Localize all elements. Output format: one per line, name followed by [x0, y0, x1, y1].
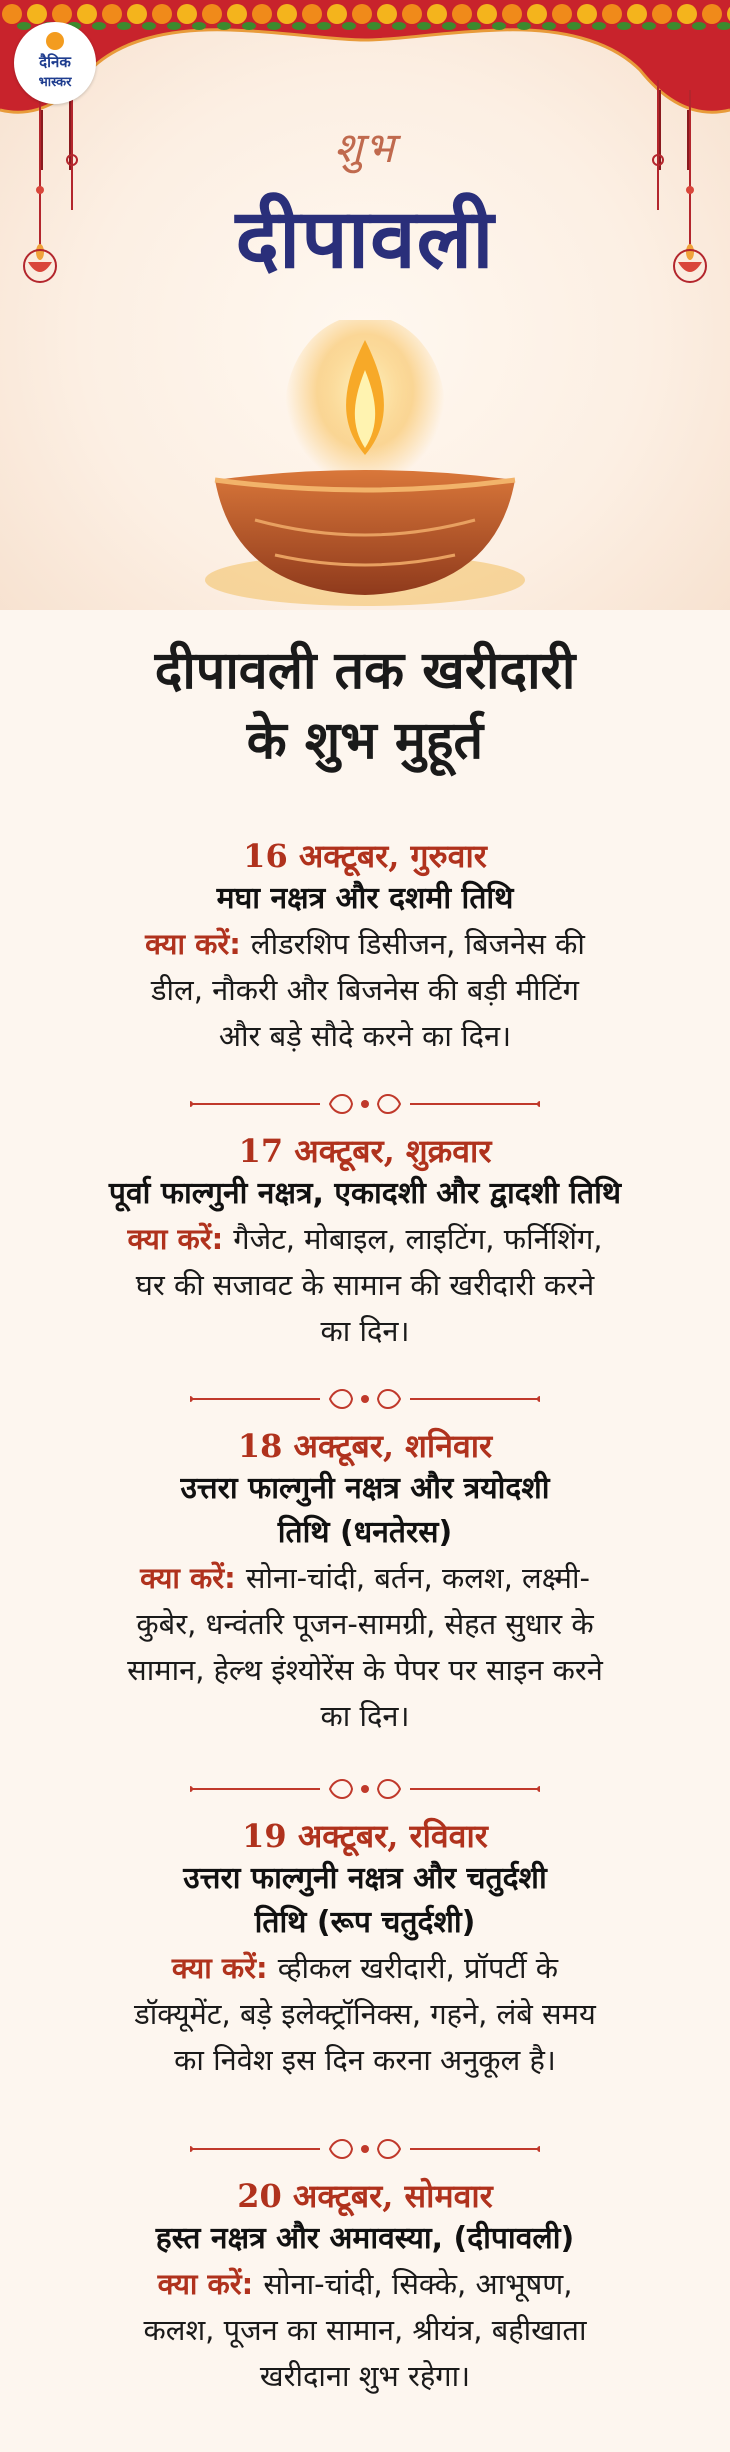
entry-description-line — [20, 1555, 710, 1601]
entry-description-line — [20, 2261, 710, 2307]
action-label: क्या करें: — [171, 1951, 278, 1985]
description-text: घर की सजावट के सामान की खरीदारी करने — [135, 1268, 595, 1302]
entry-description-line — [20, 2307, 710, 2353]
description-text: कलश, पूजन का सामान, श्रीयंत्र, बहीखाता — [143, 2313, 587, 2347]
brand-name-line1: दैनिक — [39, 53, 71, 71]
entry-description-line — [20, 921, 710, 967]
description-text: व्हीकल खरीदारी, प्रॉपर्टी के — [277, 1951, 559, 1985]
action-label: क्या करें: — [127, 1222, 234, 1256]
entry-description-line — [20, 1216, 710, 1262]
entry-nakshatra: पूर्वा फाल्गुनी नक्षत्र, एकादशी और द्वादशी तिथि — [108, 1176, 622, 1211]
entry-nakshatra: मघा नक्षत्र और दशमी तिथि — [216, 881, 514, 916]
entry-description-line — [20, 1013, 710, 1059]
header-banner — [0, 0, 730, 610]
description-text: डील, नौकरी और बिजनेस की बड़ी मीटिंग — [151, 973, 579, 1007]
description-text: कुबेर, धन्वंतरि पूजन-सामग्री, सेहत सुधार के — [136, 1607, 594, 1641]
muhurat-entry — [20, 835, 710, 1059]
muhurat-entry — [20, 1425, 710, 1739]
description-text: डॉक्यूमेंट, बड़े इलेक्ट्रॉनिक्स, गहने, लंबे समय — [134, 1997, 596, 2031]
entry-nakshatra: उत्तरा फाल्गुनी नक्षत्र और त्रयोदशी — [180, 1471, 550, 1506]
entry-date: 17 अक्टूबर, शुक्रवार — [238, 1132, 492, 1170]
entry-description-line — [20, 1308, 710, 1354]
entry-description-line — [20, 1693, 710, 1739]
description-text: का निवेश इस दिन करना अनुकूल है। — [174, 2043, 556, 2077]
ornament-divider — [190, 1385, 540, 1413]
entry-nakshatra: तिथि (रूप चतुर्दशी) — [254, 1905, 476, 1940]
description-text: सोना-चांदी, सिक्के, आभूषण, — [263, 2267, 573, 2301]
hero-title: दीपावली — [235, 191, 495, 287]
sun-icon — [46, 32, 64, 50]
action-label: क्या करें: — [157, 2267, 264, 2301]
entry-date: 19 अक्टूबर, रविवार — [242, 1817, 488, 1855]
diya-lamp-icon — [195, 320, 535, 620]
muhurat-entry — [20, 1815, 710, 2083]
entry-description-line — [20, 1991, 710, 2037]
entry-description-line — [20, 967, 710, 1013]
shubh-script: शुभ — [333, 123, 397, 172]
entry-description-line — [20, 1601, 710, 1647]
brand-name-line2: भास्कर — [38, 75, 72, 90]
entry-date: 16 अक्टूबर, गुरुवार — [243, 837, 487, 875]
muhurat-entry — [20, 2175, 710, 2399]
entry-description-line — [20, 2037, 710, 2083]
brand-logo — [14, 22, 96, 104]
heading-line-1: दीपावली तक खरीदारी — [154, 641, 576, 701]
entry-description-line — [20, 2353, 710, 2399]
muhurat-entry — [20, 1130, 710, 1354]
description-text: सोना-चांदी, बर्तन, कलश, लक्ष्मी- — [245, 1561, 590, 1595]
entry-nakshatra: हस्त नक्षत्र और अमावस्या, (दीपावली) — [155, 2221, 575, 2256]
description-text: का दिन। — [320, 1699, 410, 1733]
ornament-divider — [190, 1775, 540, 1803]
action-label: क्या करें: — [145, 927, 251, 961]
description-text: लीडरशिप डिसीजन, बिजनेस की — [250, 927, 585, 961]
entry-date: 20 अक्टूबर, सोमवार — [237, 2177, 493, 2215]
entry-date: 18 अक्टूबर, शनिवार — [237, 1427, 493, 1465]
description-text: सामान, हेल्थ इंश्योरेंस के पेपर पर साइन करने — [127, 1653, 603, 1687]
entry-nakshatra: उत्तरा फाल्गुनी नक्षत्र और चतुर्दशी — [183, 1861, 547, 1896]
action-label: क्या करें: — [140, 1561, 246, 1595]
description-text: गैजेट, मोबाइल, लाइटिंग, फर्निशिंग, — [233, 1222, 603, 1256]
description-text: खरीदाना शुभ रहेगा। — [259, 2359, 471, 2393]
entry-nakshatra: तिथि (धनतेरस) — [277, 1515, 453, 1550]
heading-line-2: के शुभ मुहूर्त — [246, 711, 484, 771]
ornament-divider — [190, 2135, 540, 2163]
description-text: और बड़े सौदे करने का दिन। — [218, 1019, 512, 1053]
ornament-divider — [190, 1090, 540, 1118]
entry-description-line — [20, 1647, 710, 1693]
entry-description-line — [20, 1945, 710, 1991]
description-text: का दिन। — [320, 1314, 410, 1348]
entry-description-line — [20, 1262, 710, 1308]
